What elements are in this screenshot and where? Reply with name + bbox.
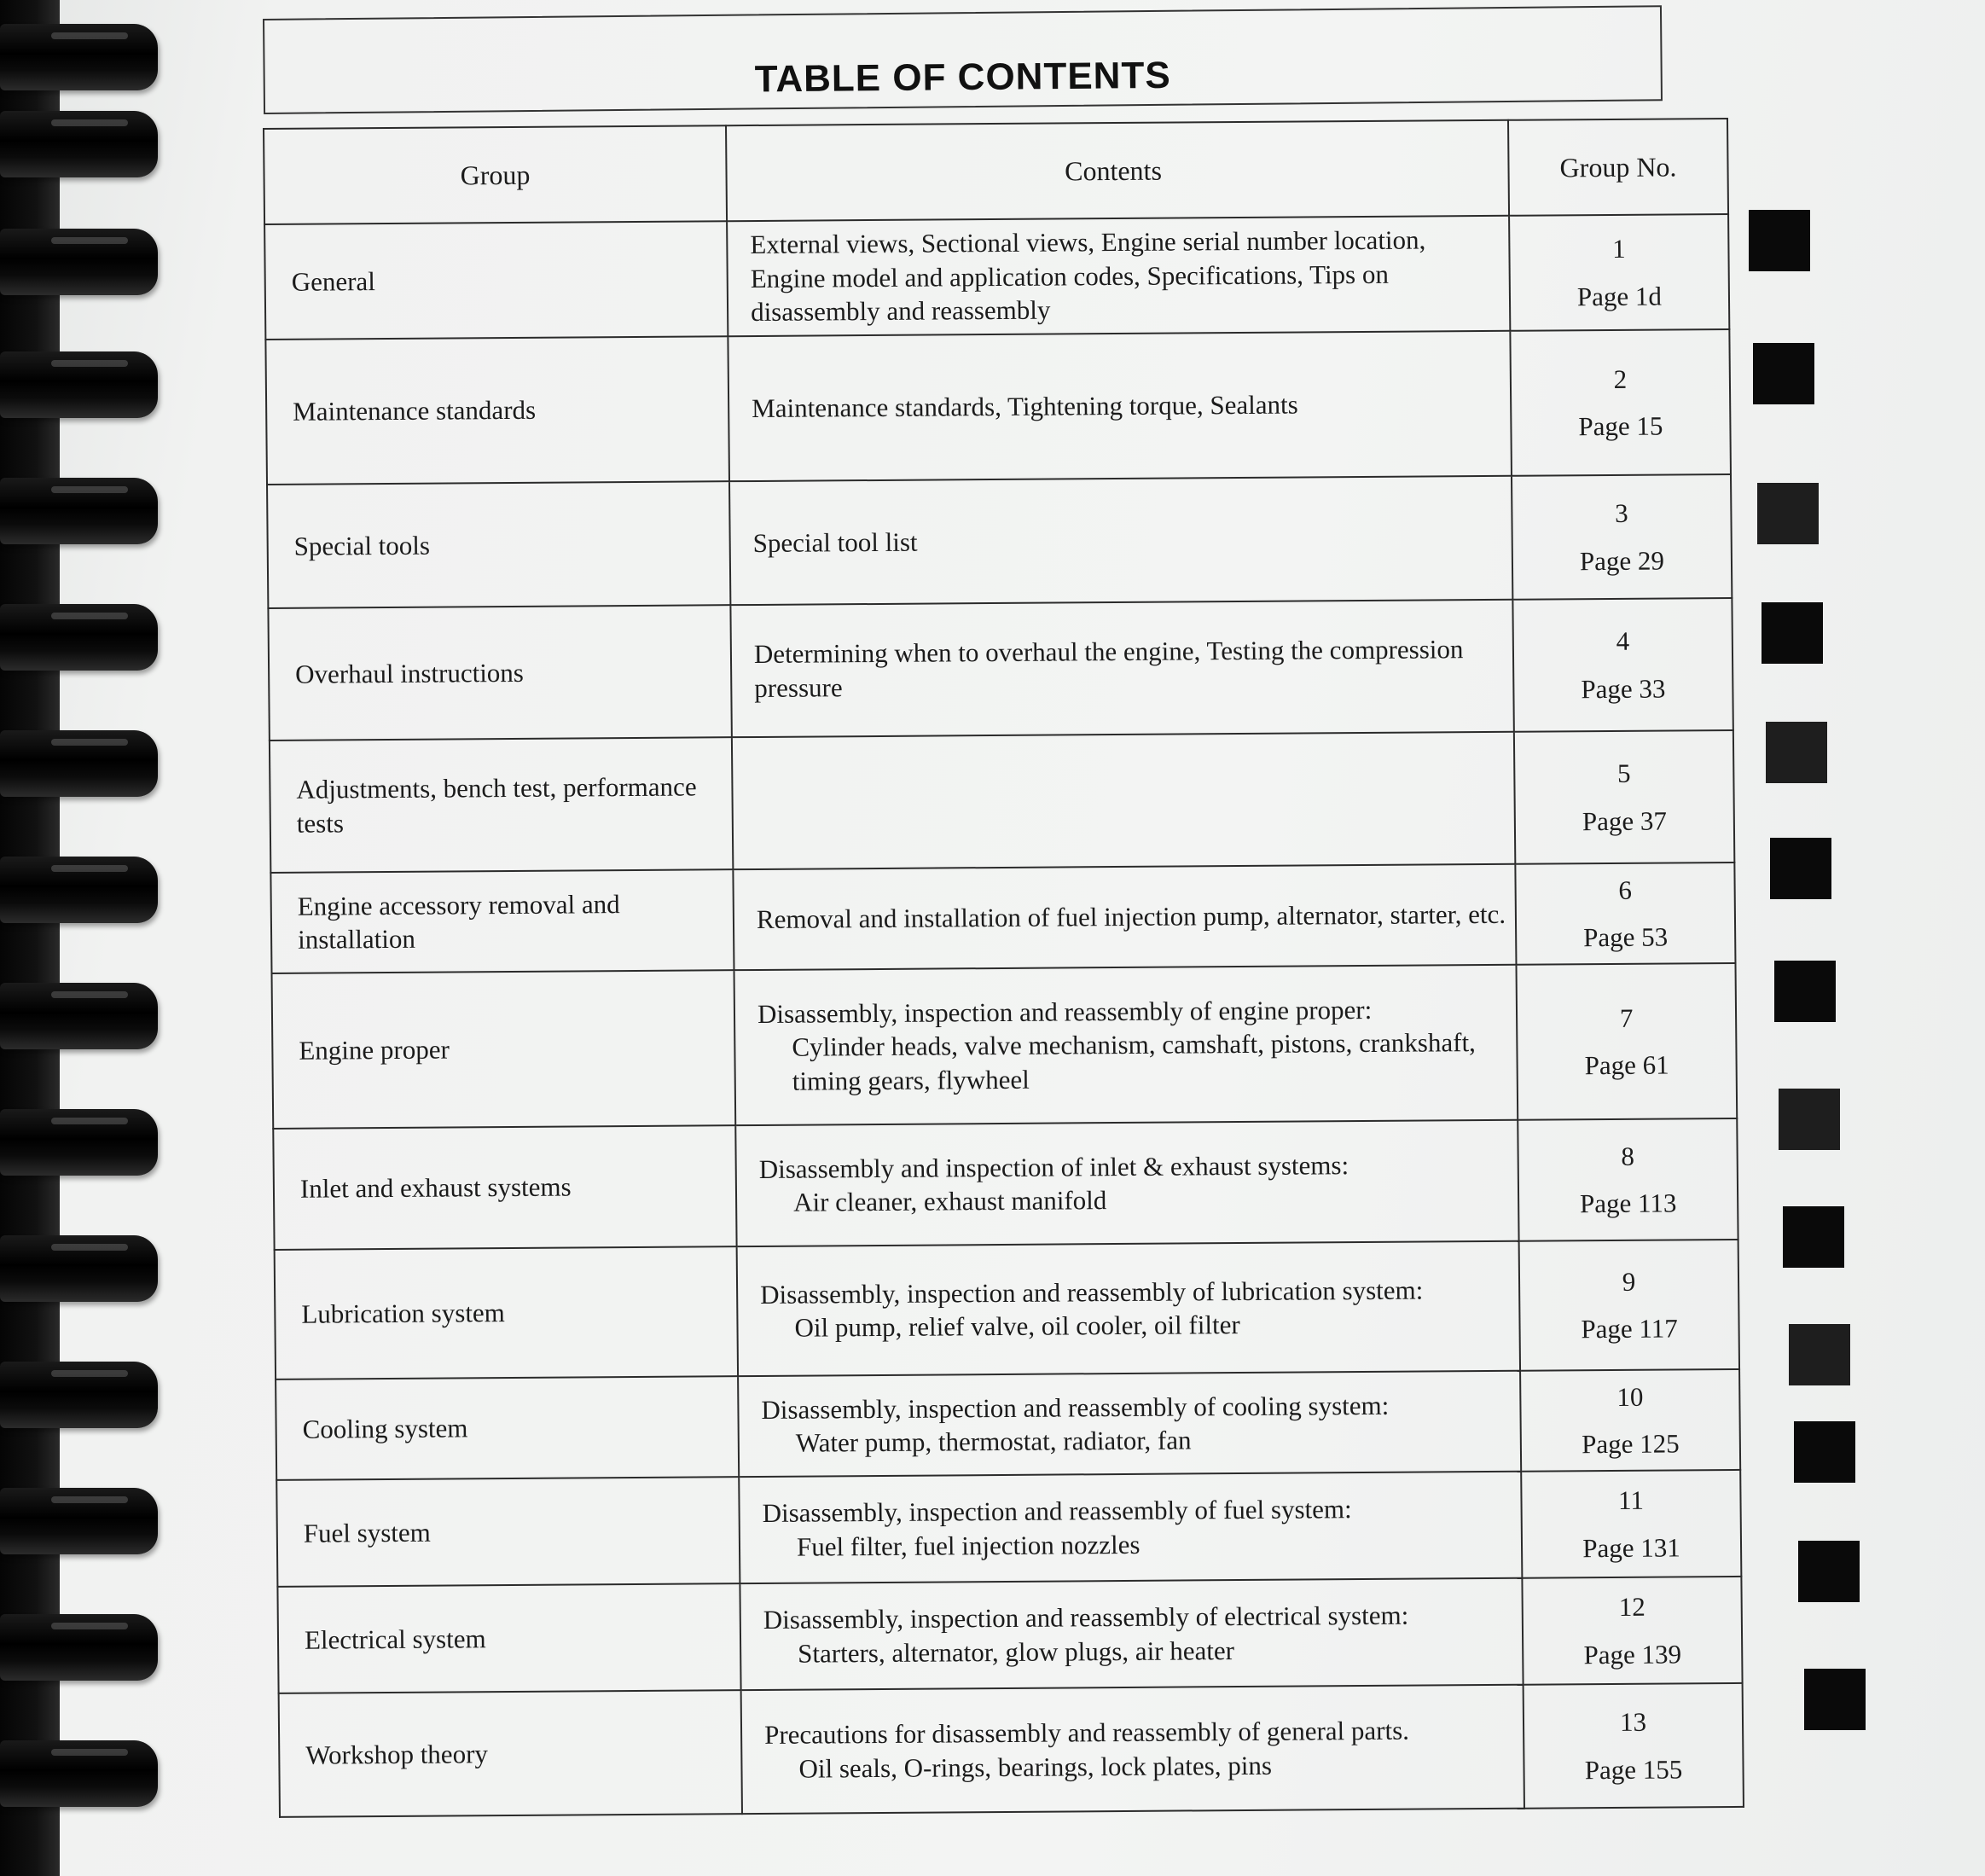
binding-coil [0,604,158,671]
table-row [264,214,1729,340]
contents-subline: Water pump, thermostat, radiator, fan [795,1425,1192,1458]
binding-coil [0,983,158,1049]
binding-coil [0,1614,158,1681]
group-number: 8 [1621,1141,1635,1171]
group-number-cell [1514,730,1734,864]
toc-table [263,118,1744,1818]
binding-coil [0,229,158,295]
thumb-tab-8[interactable] [1779,1089,1840,1150]
group-name: Maintenance standards [265,336,729,485]
group-number-cell [1521,1470,1741,1578]
thumb-tab-1[interactable] [1749,210,1810,271]
contents-line: Disassembly and inspection of inlet & exhaust systems: [758,1149,1349,1184]
group-name: Fuel system [276,1477,740,1587]
thumb-tab-10[interactable] [1789,1324,1850,1385]
group-contents [739,1472,1522,1583]
group-number-cell [1516,963,1737,1120]
group-contents [738,1371,1521,1477]
contents-line: Disassembly, inspection and reassembly of lubrication system: [759,1275,1424,1310]
contents-line: External views, Sectional views, Engine serial number location, Engine model and application codes, Specifications, Tips on disassembly and reassembly [750,224,1426,328]
group-name: Special tools [267,481,730,608]
group-number-cell [1515,862,1735,965]
group-number-cell [1512,474,1732,600]
toc-table-wrapper [263,118,1729,1818]
group-contents [728,331,1512,481]
contents-line: Removal and installation of fuel injection pump, alternator, starter, etc. [756,899,1506,935]
group-number: 9 [1622,1266,1636,1297]
binding-coil [0,1362,158,1428]
binding-coil [0,478,158,544]
binding-coil [0,1235,158,1302]
spiral-binding [0,0,162,1876]
group-number: 10 [1616,1381,1644,1412]
group-number-cell [1510,329,1731,476]
group-contents [735,1120,1518,1246]
group-name: Cooling system [276,1376,739,1480]
table-row [277,1577,1742,1693]
binding-coil [0,1488,158,1554]
table-row [273,1118,1738,1250]
group-number-cell [1518,1118,1738,1241]
page-reference: Page 155 [1584,1753,1683,1785]
page-reference: Page 131 [1582,1531,1680,1563]
group-number-cell [1519,1240,1739,1371]
page-reference: Page 15 [1578,410,1663,442]
contents-line: Disassembly, inspection and reassembly of engine proper: [757,994,1373,1029]
column-header-contents: Contents [726,120,1509,221]
group-number: 7 [1619,1002,1634,1033]
page-title: TABLE OF CONTENTS [754,54,1171,101]
group-contents [732,732,1515,869]
thumb-tab-7[interactable] [1774,961,1836,1022]
group-number: 5 [1616,758,1631,789]
page-reference: Page 139 [1583,1638,1682,1670]
contents-subline: Cylinder heads, valve mechanism, camshaft, pistons, crankshaft, timing gears, flywheel [792,1027,1477,1096]
group-contents [733,864,1516,970]
thumb-tab-9[interactable] [1783,1206,1844,1268]
contents-subline: Fuel filter, fuel injection nozzles [796,1529,1141,1562]
table-row [270,730,1734,873]
group-contents [727,216,1510,336]
contents-line: Disassembly, inspection and reassembly of electrical system: [763,1600,1409,1635]
group-number: 12 [1618,1591,1645,1623]
group-name: Lubrication system [275,1246,738,1379]
group-number: 2 [1613,363,1628,394]
group-number: 3 [1614,497,1628,529]
group-number-cell [1524,1683,1744,1809]
table-row [267,474,1732,608]
table-row [275,1240,1739,1379]
table-row [270,862,1735,973]
group-number: 11 [1617,1484,1645,1516]
group-number: 4 [1616,625,1630,657]
contents-line: Precautions for disassembly and reassembly of general parts. [763,1715,1410,1751]
group-name: Adjustments, bench test, performance tests [270,737,733,873]
thumb-tab-2[interactable] [1753,343,1814,404]
page-reference: Page 33 [1581,673,1666,704]
page-reference: Page 113 [1579,1188,1677,1219]
binding-coil [0,111,158,177]
contents-line: Disassembly, inspection and reassembly of fuel system: [762,1494,1352,1529]
contents-line: Special tool list [752,526,918,558]
group-name: Overhaul instructions [268,605,731,741]
group-contents [729,476,1512,605]
binding-coil [0,351,158,418]
binding-coil [0,24,158,90]
table-row [279,1683,1744,1817]
group-number-cell [1522,1577,1742,1685]
contents-line: Determining when to overhaul the engine, Testing the compression pressure [753,634,1464,703]
table-row [268,598,1733,741]
table-row [276,1369,1740,1480]
group-number: 6 [1618,874,1633,905]
binding-coil [0,1109,158,1176]
column-header-group: Group [264,125,727,224]
toc-body [264,214,1744,1817]
page-reference: Page 125 [1581,1428,1680,1460]
contents-subline: Air cleaner, exhaust manifold [792,1185,1107,1217]
table-row [272,963,1738,1129]
group-name: Workshop theory [279,1690,742,1817]
group-name: Electrical system [277,1583,740,1693]
group-name: Engine accessory removal and installation [270,869,734,973]
contents-subline: Starters, alternator, glow plugs, air heater [798,1635,1235,1669]
thumb-tab-13[interactable] [1804,1669,1866,1730]
page-reference: Page 1d [1576,281,1663,311]
table-header-row [264,119,1728,224]
thumb-tab-11[interactable] [1794,1421,1855,1483]
table-row [276,1470,1741,1587]
page-reference: Page 53 [1582,921,1669,953]
thumb-tab-12[interactable] [1798,1541,1860,1602]
contents-subline: Oil pump, relief valve, oil cooler, oil filter [794,1310,1240,1343]
table-row [265,329,1731,485]
page-reference: Page 61 [1584,1049,1669,1081]
group-number-cell [1512,598,1733,732]
contents-line: Maintenance standards, Tightening torque, Sealants [752,389,1298,424]
thumb-tab-4[interactable] [1762,602,1823,664]
binding-coil [0,730,158,797]
contents-subline: Oil seals, O-rings, bearings, lock plates, pins [798,1750,1273,1784]
group-contents [741,1685,1524,1814]
group-number: 13 [1619,1706,1647,1738]
page-reference: Page 117 [1581,1313,1678,1345]
page-reference: Page 37 [1582,805,1668,836]
thumb-tab-5[interactable] [1766,722,1827,783]
group-number-cell [1509,214,1729,331]
column-header-group-no: Group No. [1508,119,1728,216]
group-name: Engine proper [272,970,736,1129]
group-contents [734,965,1518,1125]
page-reference: Page 29 [1579,545,1665,576]
group-name: General [264,221,728,340]
binding-coil [0,857,158,923]
group-contents [737,1241,1520,1376]
group-contents [740,1578,1523,1690]
group-name: Inlet and exhaust systems [273,1125,736,1250]
contents-line: Disassembly, inspection and reassembly of cooling system: [761,1390,1390,1425]
group-number: 1 [1612,233,1626,264]
thumb-tab-6[interactable] [1770,838,1831,899]
group-number-cell [1520,1369,1740,1472]
title-box [263,5,1663,114]
binding-coil [0,1740,158,1807]
thumb-tab-3[interactable] [1757,483,1819,544]
group-contents [730,600,1513,737]
